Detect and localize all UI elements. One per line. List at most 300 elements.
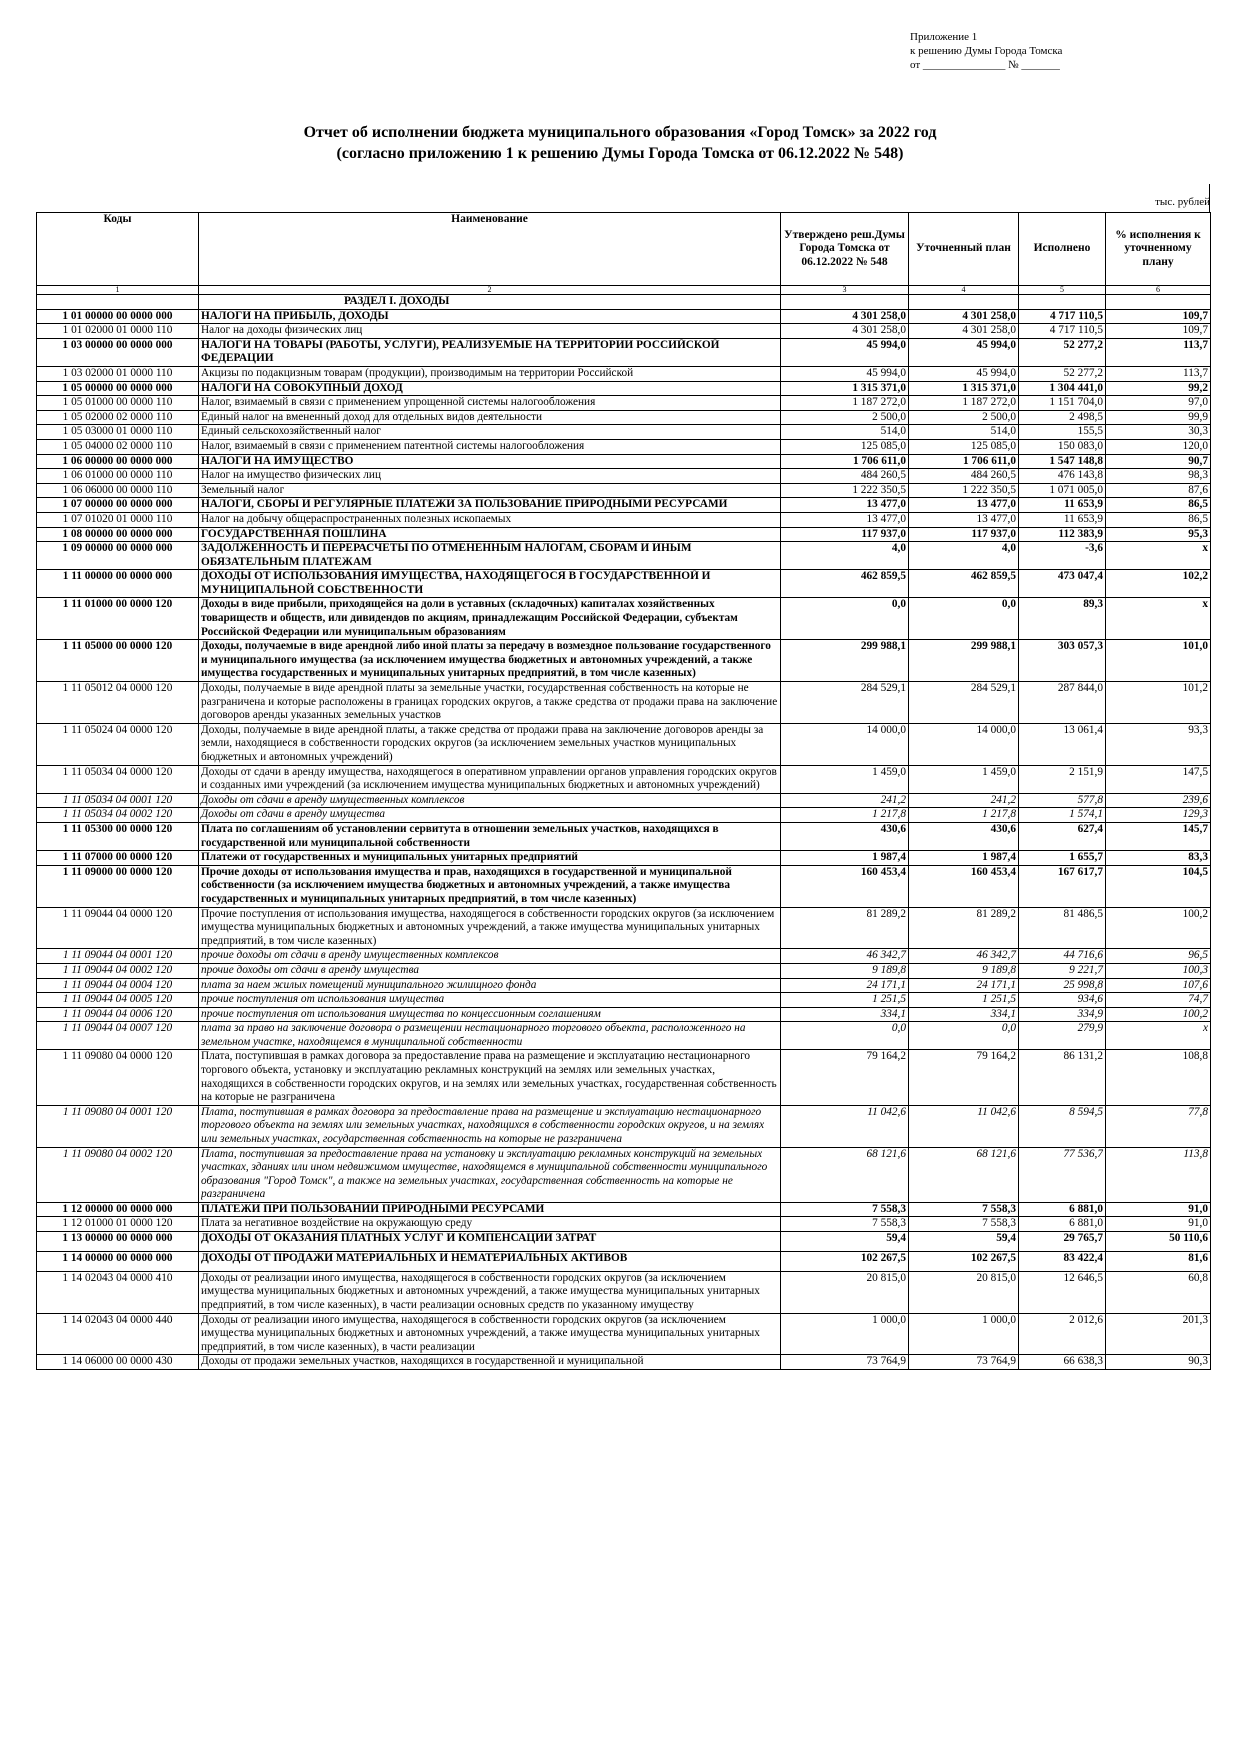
row-code: 1 07 01020 01 0000 110: [37, 512, 199, 527]
row-percent: 99,9: [1106, 410, 1211, 425]
row-plan: 11 042,6: [909, 1105, 1019, 1147]
row-percent: 147,5: [1106, 765, 1211, 793]
row-plan: 13 477,0: [909, 512, 1019, 527]
row-name-text: Плата, поступившая за предоставление права на установку и эксплуатацию рекламных конструкций на земельных участках, зданиях или ином недвижимом имуществе, находящемся в муниципальной собственности муниципального образования "Город Томск", а также на земельных участках, государственная собственность на которые не разграничена: [201, 1147, 768, 1201]
row-percent: 100,3: [1106, 963, 1211, 978]
row-approved-text: 68 121,6: [866, 1147, 906, 1160]
row-name: Доходы, получаемые в виде арендной платы, а также средства от продажи права на заключение договоров аренды за земли, находящиеся в собственности городских округов (за исключением земельных участков муниципальных бюджетных и автономных учреждений): [199, 723, 781, 765]
row-plan: 1 217,8: [909, 808, 1019, 823]
table-row: [37, 1147, 1211, 1202]
row-code: 1 03 02000 01 0000 110: [37, 366, 199, 381]
row-code: 1 11 09044 04 0004 120: [37, 978, 199, 993]
row-percent: 120,0: [1106, 439, 1211, 454]
row-percent: 113,7: [1106, 366, 1211, 381]
row-name: [199, 1147, 781, 1202]
row-done: 52 277,2: [1019, 338, 1106, 366]
units-label: тыс. рублей: [1155, 196, 1210, 208]
row-name: Налог на добычу общераспространенных полезных ископаемых: [199, 512, 781, 527]
row-approved: 24 171,1: [781, 978, 909, 993]
row-plan-text: 68 121,6: [976, 1147, 1016, 1160]
table-row: [37, 949, 1211, 964]
row-percent: 107,6: [1106, 978, 1211, 993]
row-code: 1 05 03000 01 0000 110: [37, 425, 199, 440]
row-approved: 9 189,8: [781, 963, 909, 978]
row-percent: 100,2: [1106, 907, 1211, 949]
row-plan: 46 342,7: [909, 949, 1019, 964]
table-row: [37, 978, 1211, 993]
table-row: [37, 1007, 1211, 1022]
row-percent: 109,7: [1106, 309, 1211, 324]
row-done: 11 653,9: [1019, 512, 1106, 527]
row-name: ЗАДОЛЖЕННОСТЬ И ПЕРЕРАСЧЕТЫ ПО ОТМЕНЕННЫМ НАЛОГАМ, СБОРАМ И ИНЫМ ОБЯЗАТЕЛЬНЫМ ПЛАТЕЖАМ: [199, 542, 781, 570]
row-done: 473 047,4: [1019, 570, 1106, 598]
row-percent: 86,5: [1106, 498, 1211, 513]
row-percent: 91,0: [1106, 1217, 1211, 1232]
row-name: Плата, поступившая в рамках договора за предоставление права на размещение и эксплуатацию нестационарного торгового объекта на землях или земельных участках, находящихся в собственности городских округов, и на землях или земельных участках, государственная собственность на которые не разграничена: [199, 1105, 781, 1147]
table-row: [37, 469, 1211, 484]
appendix-line: к решению Думы Города Томска: [910, 45, 1063, 57]
row-name: прочие поступления от использования имущества по концессионным соглашениям: [199, 1007, 781, 1022]
row-plan: 484 260,5: [909, 469, 1019, 484]
row-name: Налог на доходы физических лиц: [199, 324, 781, 339]
row-name: Доходы, получаемые в виде арендной либо иной платы за передачу в возмездное пользование государственного и муниципального имущества (за исключением имущества бюджетных и автономных учреждений, а также имущества государственных и муниципальных унитарных предприятий, в том числе казенных): [199, 640, 781, 682]
row-plan: 125 085,0: [909, 439, 1019, 454]
row-name: плата за наем жилых помещений муниципального жилищного фонда: [199, 978, 781, 993]
table-row: [37, 765, 1211, 793]
row-plan: 117 937,0: [909, 527, 1019, 542]
table-row: [37, 542, 1211, 570]
budget-table: [36, 212, 1211, 1370]
row-name: НАЛОГИ НА СОВОКУПНЫЙ ДОХОД: [199, 381, 781, 396]
table-row: [37, 822, 1211, 850]
table-row: [37, 598, 1211, 640]
row-plan: 79 164,2: [909, 1050, 1019, 1105]
section-title: РАЗДЕЛ I. ДОХОДЫ: [199, 295, 781, 310]
appendix-note: [910, 30, 1062, 72]
row-plan: 4,0: [909, 542, 1019, 570]
table-row: [37, 366, 1211, 381]
row-code: 1 12 00000 00 0000 000: [37, 1202, 199, 1217]
row-approved: 13 477,0: [781, 498, 909, 513]
row-name: Акцизы по подакцизным товарам (продукции), производимым на территории Российской: [199, 366, 781, 381]
row-percent: 30,3: [1106, 425, 1211, 440]
row-percent: x: [1106, 542, 1211, 570]
row-done: 29 765,7: [1019, 1231, 1106, 1251]
row-approved: 79 164,2: [781, 1050, 909, 1105]
row-percent: 108,8: [1106, 1050, 1211, 1105]
table-row: [37, 454, 1211, 469]
row-approved: 241,2: [781, 793, 909, 808]
section-cell: [1106, 295, 1211, 310]
table-row: [37, 963, 1211, 978]
row-plan: 45 994,0: [909, 366, 1019, 381]
row-plan: 9 189,8: [909, 963, 1019, 978]
table-row: [37, 1022, 1211, 1050]
row-name: Прочие поступления от использования имущества, находящегося в собственности городских округов (за исключением имущества муниципальных бюджетных и автономных учреждений, а также имущества муниципальных унитарных предприятий, в том числе казенных): [199, 907, 781, 949]
col-header-plan: Уточненный план: [909, 213, 1019, 286]
row-plan: [909, 1147, 1019, 1202]
row-done: 627,4: [1019, 822, 1106, 850]
row-name: Налог на имущество физических лиц: [199, 469, 781, 484]
table-body: [37, 295, 1211, 1370]
row-done: 1 304 441,0: [1019, 381, 1106, 396]
row-code: 1 06 01000 00 0000 110: [37, 469, 199, 484]
row-name: Единый налог на вмененный доход для отдельных видов деятельности: [199, 410, 781, 425]
appendix-line: от _______________ № _______: [910, 59, 1060, 71]
section-row: [37, 295, 1211, 310]
row-done: 52 277,2: [1019, 366, 1106, 381]
table-row: [37, 865, 1211, 907]
row-code: 1 14 02043 04 0000 410: [37, 1271, 199, 1313]
row-name: ДОХОДЫ ОТ ИСПОЛЬЗОВАНИЯ ИМУЩЕСТВА, НАХОДЯЩЕГОСЯ В ГОСУДАРСТВЕННОЙ И МУНИЦИПАЛЬНОЙ СОБСТВЕННОСТИ: [199, 570, 781, 598]
row-plan: 299 988,1: [909, 640, 1019, 682]
row-plan: 284 529,1: [909, 682, 1019, 724]
row-approved: 4,0: [781, 542, 909, 570]
row-percent: 100,2: [1106, 1007, 1211, 1022]
row-code: 1 11 00000 00 0000 000: [37, 570, 199, 598]
section-cell: [37, 295, 199, 310]
row-done-text: 77 536,7: [1063, 1147, 1103, 1160]
row-approved: 1 187 272,0: [781, 396, 909, 411]
row-code: 1 11 05000 00 0000 120: [37, 640, 199, 682]
row-percent: 74,7: [1106, 993, 1211, 1008]
row-name: прочие поступления от использования имущества: [199, 993, 781, 1008]
row-approved: 1 000,0: [781, 1313, 909, 1355]
col-number: 1: [37, 286, 199, 295]
row-code: 1 12 01000 01 0000 120: [37, 1217, 199, 1232]
row-code: 1 11 09080 04 0001 120: [37, 1105, 199, 1147]
row-name: плата за право на заключение договора о размещении нестационарного торгового объекта, расположенного на земельном участке, находящемся в муниципальной собственности: [199, 1022, 781, 1050]
row-percent: [1106, 1147, 1211, 1202]
row-name: Доходы от реализации иного имущества, находящегося в собственности городских округов (за исключением имущества муниципальных бюджетных и автономных учреждений, а также имущества муниципальных унитарных предприятий, в том числе казенных), в части реализации: [199, 1313, 781, 1355]
col-header-percent: % исполнения к уточненному плану: [1106, 213, 1211, 286]
row-percent: 90,7: [1106, 454, 1211, 469]
table-row: [37, 1105, 1211, 1147]
row-plan: 334,1: [909, 1007, 1019, 1022]
row-done: 11 653,9: [1019, 498, 1106, 513]
row-code: 1 11 09080 04 0000 120: [37, 1050, 199, 1105]
row-code: 1 13 00000 00 0000 000: [37, 1231, 199, 1251]
row-plan: 1 459,0: [909, 765, 1019, 793]
row-plan: 0,0: [909, 598, 1019, 640]
row-done: 86 131,2: [1019, 1050, 1106, 1105]
col-number: 3: [781, 286, 909, 295]
row-approved: 4 301 258,0: [781, 309, 909, 324]
table-row: [37, 483, 1211, 498]
row-done: 2 012,6: [1019, 1313, 1106, 1355]
row-approved: 0,0: [781, 1022, 909, 1050]
row-percent: 91,0: [1106, 1202, 1211, 1217]
row-name: Плата, поступившая в рамках договора за предоставление права на размещение и эксплуатацию нестационарного торгового объекта, установку и эксплуатацию рекламных конструкций на землях или земельных участках, находящихся в собственности городских округов, и на землях или земельных участках, государственная собственность на которые не разграничена: [199, 1050, 781, 1105]
row-approved: 59,4: [781, 1231, 909, 1251]
row-percent: 81,6: [1106, 1251, 1211, 1271]
row-code-text: 1 11 09080 04 0002 120: [62, 1147, 173, 1160]
row-plan: 1 315 371,0: [909, 381, 1019, 396]
row-done: 476 143,8: [1019, 469, 1106, 484]
table-row: [37, 1355, 1211, 1370]
row-name: Прочие доходы от использования имущества и прав, находящихся в государственной и муниципальной собственности (за исключением имущества бюджетных и автономных учреждений, а также имущества государственных и муниципальных унитарных предприятий, в том числе казенных): [199, 865, 781, 907]
row-done: 577,8: [1019, 793, 1106, 808]
table-row: [37, 1251, 1211, 1271]
row-code: 1 11 09000 00 0000 120: [37, 865, 199, 907]
row-percent-text: 113,8: [1183, 1147, 1208, 1160]
row-done: 155,5: [1019, 425, 1106, 440]
row-done: -3,6: [1019, 542, 1106, 570]
row-name: прочие доходы от сдачи в аренду имущества: [199, 963, 781, 978]
row-approved: 299 988,1: [781, 640, 909, 682]
row-approved: 1 251,5: [781, 993, 909, 1008]
row-approved: 2 500,0: [781, 410, 909, 425]
row-plan: 514,0: [909, 425, 1019, 440]
row-code: 1 03 00000 00 0000 000: [37, 338, 199, 366]
row-plan: 4 301 258,0: [909, 324, 1019, 339]
table-row: [37, 425, 1211, 440]
row-name: Доходы от сдачи в аренду имущества: [199, 808, 781, 823]
row-percent: 145,7: [1106, 822, 1211, 850]
row-approved: 20 815,0: [781, 1271, 909, 1313]
document-title: [0, 122, 1240, 164]
table-row: [37, 396, 1211, 411]
row-approved: 102 267,5: [781, 1251, 909, 1271]
row-plan: 1 987,4: [909, 851, 1019, 866]
row-approved: 334,1: [781, 1007, 909, 1022]
row-approved: 73 764,9: [781, 1355, 909, 1370]
row-percent: 201,3: [1106, 1313, 1211, 1355]
row-name: Доходы, получаемые в виде арендной платы за земельные участки, государственная собственность на которые не разграничена и которые расположены в границах городских округов, а также средства от продажи права на заключение договоров аренды указанных земельных участков: [199, 682, 781, 724]
row-percent: 50 110,6: [1106, 1231, 1211, 1251]
row-plan: 1 706 611,0: [909, 454, 1019, 469]
row-approved: 430,6: [781, 822, 909, 850]
table-row: [37, 851, 1211, 866]
row-approved: 14 000,0: [781, 723, 909, 765]
row-percent: 129,3: [1106, 808, 1211, 823]
row-plan: 45 994,0: [909, 338, 1019, 366]
row-plan: 73 764,9: [909, 1355, 1019, 1370]
table-row: [37, 907, 1211, 949]
row-done: 25 998,8: [1019, 978, 1106, 993]
row-done: 167 617,7: [1019, 865, 1106, 907]
row-done: 2 498,5: [1019, 410, 1106, 425]
row-percent: 109,7: [1106, 324, 1211, 339]
section-cell: [909, 295, 1019, 310]
row-done: 6 881,0: [1019, 1202, 1106, 1217]
row-name: Доходы в виде прибыли, приходящейся на доли в уставных (складочных) капиталах хозяйственных товариществ и обществ, или дивидендов по акциям, принадлежащим Российской Федерации, субъектам Российской Федерации или муниципальным образованиям: [199, 598, 781, 640]
row-approved: 160 453,4: [781, 865, 909, 907]
row-code: 1 05 02000 02 0000 110: [37, 410, 199, 425]
row-done: 89,3: [1019, 598, 1106, 640]
table-row: [37, 682, 1211, 724]
row-name: Плата за негативное воздействие на окружающую среду: [199, 1217, 781, 1232]
row-approved: 117 937,0: [781, 527, 909, 542]
row-plan: 4 301 258,0: [909, 309, 1019, 324]
row-name: Налог, взимаемый в связи с применением упрощенной системы налогообложения: [199, 396, 781, 411]
table-row: [37, 1313, 1211, 1355]
row-done: 287 844,0: [1019, 682, 1106, 724]
row-percent: 93,3: [1106, 723, 1211, 765]
row-approved: 1 459,0: [781, 765, 909, 793]
row-code: 1 07 00000 00 0000 000: [37, 498, 199, 513]
row-code: 1 11 09044 04 0002 120: [37, 963, 199, 978]
row-done: 2 151,9: [1019, 765, 1106, 793]
row-done: 6 881,0: [1019, 1217, 1106, 1232]
row-plan: 430,6: [909, 822, 1019, 850]
row-name: ДОХОДЫ ОТ ОКАЗАНИЯ ПЛАТНЫХ УСЛУГ И КОМПЕНСАЦИИ ЗАТРАТ: [199, 1231, 781, 1251]
row-approved: 81 289,2: [781, 907, 909, 949]
table-row: [37, 498, 1211, 513]
table-row: [37, 723, 1211, 765]
row-code: 1 11 09044 04 0005 120: [37, 993, 199, 1008]
col-number: 6: [1106, 286, 1211, 295]
row-approved: 284 529,1: [781, 682, 909, 724]
table-row: [37, 309, 1211, 324]
row-approved: 4 301 258,0: [781, 324, 909, 339]
row-percent: 99,2: [1106, 381, 1211, 396]
row-code: 1 11 05300 00 0000 120: [37, 822, 199, 850]
table-row: [37, 793, 1211, 808]
row-name: ГОСУДАРСТВЕННАЯ ПОШЛИНА: [199, 527, 781, 542]
row-plan: 7 558,3: [909, 1217, 1019, 1232]
table-row: [37, 570, 1211, 598]
section-cell: [1019, 295, 1106, 310]
table-row: [37, 439, 1211, 454]
row-code: 1 11 05012 04 0000 120: [37, 682, 199, 724]
row-plan: 13 477,0: [909, 498, 1019, 513]
row-plan: 14 000,0: [909, 723, 1019, 765]
col-header-approved: Утверждено реш.Думы Города Томска от 06.12.2022 № 548: [781, 213, 909, 286]
row-done: 1 655,7: [1019, 851, 1106, 866]
table-row: [37, 1202, 1211, 1217]
row-done: 112 383,9: [1019, 527, 1106, 542]
row-plan: 0,0: [909, 1022, 1019, 1050]
section-cell: [781, 295, 909, 310]
row-code: 1 11 01000 00 0000 120: [37, 598, 199, 640]
row-done: 150 083,0: [1019, 439, 1106, 454]
table-row: [37, 1217, 1211, 1232]
row-done: 44 716,6: [1019, 949, 1106, 964]
row-percent: 239,6: [1106, 793, 1211, 808]
row-percent: 104,5: [1106, 865, 1211, 907]
row-plan: 462 859,5: [909, 570, 1019, 598]
title-line-2: (согласно приложению 1 к решению Думы Города Томска от 06.12.2022 № 548): [336, 145, 904, 162]
row-code: [37, 1147, 199, 1202]
row-done: 1 547 148,8: [1019, 454, 1106, 469]
row-name: Земельный налог: [199, 483, 781, 498]
table-row: [37, 527, 1211, 542]
row-percent: 86,5: [1106, 512, 1211, 527]
row-name: НАЛОГИ НА ТОВАРЫ (РАБОТЫ, УСЛУГИ), РЕАЛИЗУЕМЫЕ НА ТЕРРИТОРИИ РОССИЙСКОЙ ФЕДЕРАЦИИ: [199, 338, 781, 366]
row-done: 9 221,7: [1019, 963, 1106, 978]
row-name: Доходы от продажи земельных участков, находящихся в государственной и муниципальной: [199, 1355, 781, 1370]
row-code: 1 11 09044 04 0007 120: [37, 1022, 199, 1050]
table-row: [37, 640, 1211, 682]
row-plan: 241,2: [909, 793, 1019, 808]
row-code: 1 06 00000 00 0000 000: [37, 454, 199, 469]
row-done: 934,6: [1019, 993, 1106, 1008]
table-row: [37, 993, 1211, 1008]
row-code: 1 05 04000 02 0000 110: [37, 439, 199, 454]
row-code: 1 11 05034 04 0002 120: [37, 808, 199, 823]
row-name: НАЛОГИ НА ИМУЩЕСТВО: [199, 454, 781, 469]
table-row: [37, 1050, 1211, 1105]
table-row: [37, 381, 1211, 396]
table-row: [37, 324, 1211, 339]
row-plan: 160 453,4: [909, 865, 1019, 907]
row-done: 1 151 704,0: [1019, 396, 1106, 411]
table-row: [37, 1271, 1211, 1313]
row-approved: 11 042,6: [781, 1105, 909, 1147]
row-name: НАЛОГИ, СБОРЫ И РЕГУЛЯРНЫЕ ПЛАТЕЖИ ЗА ПОЛЬЗОВАНИЕ ПРИРОДНЫМИ РЕСУРСАМИ: [199, 498, 781, 513]
row-plan: 2 500,0: [909, 410, 1019, 425]
row-approved: 1 222 350,5: [781, 483, 909, 498]
row-percent: 98,3: [1106, 469, 1211, 484]
row-approved: 514,0: [781, 425, 909, 440]
row-plan: 1 000,0: [909, 1313, 1019, 1355]
row-done: 81 486,5: [1019, 907, 1106, 949]
row-name: Доходы от сдачи в аренду имущества, находящегося в оперативном управлении органов управления городских округов и созданных ими учреждений (за исключением имущества муниципальных бюджетных и автономных учреждений): [199, 765, 781, 793]
col-header-codes: Коды: [37, 213, 199, 286]
row-approved: 7 558,3: [781, 1202, 909, 1217]
row-code: 1 05 00000 00 0000 000: [37, 381, 199, 396]
row-done: 83 422,4: [1019, 1251, 1106, 1271]
row-approved: 1 315 371,0: [781, 381, 909, 396]
row-approved: 462 859,5: [781, 570, 909, 598]
col-number: 5: [1019, 286, 1106, 295]
row-name: ПЛАТЕЖИ ПРИ ПОЛЬЗОВАНИИ ПРИРОДНЫМИ РЕСУРСАМИ: [199, 1202, 781, 1217]
row-code: 1 05 01000 00 0000 110: [37, 396, 199, 411]
row-code: 1 14 06000 00 0000 430: [37, 1355, 199, 1370]
row-approved: 0,0: [781, 598, 909, 640]
row-done: 4 717 110,5: [1019, 324, 1106, 339]
title-line-1: Отчет об исполнении бюджета муниципального образования «Город Томск» за 2022 год: [303, 124, 937, 141]
row-approved: 46 342,7: [781, 949, 909, 964]
row-percent: x: [1106, 598, 1211, 640]
row-name: Налог, взимаемый в связи с применением патентной системы налогообложения: [199, 439, 781, 454]
row-name: Единый сельскохозяйственный налог: [199, 425, 781, 440]
col-number: 2: [199, 286, 781, 295]
row-code: 1 11 09044 04 0006 120: [37, 1007, 199, 1022]
row-done: [1019, 1147, 1106, 1202]
row-percent: 60,8: [1106, 1271, 1211, 1313]
row-code: 1 14 02043 04 0000 440: [37, 1313, 199, 1355]
row-percent: 97,0: [1106, 396, 1211, 411]
row-name: прочие доходы от сдачи в аренду имущественных комплексов: [199, 949, 781, 964]
row-done: 4 717 110,5: [1019, 309, 1106, 324]
row-plan: 81 289,2: [909, 907, 1019, 949]
row-done: 13 061,4: [1019, 723, 1106, 765]
row-plan: 59,4: [909, 1231, 1019, 1251]
col-number: 4: [909, 286, 1019, 295]
row-percent: 102,2: [1106, 570, 1211, 598]
row-done: 303 057,3: [1019, 640, 1106, 682]
table-row: [37, 808, 1211, 823]
row-code: 1 01 02000 01 0000 110: [37, 324, 199, 339]
row-name: Доходы от сдачи в аренду имущественных комплексов: [199, 793, 781, 808]
row-percent: 90,3: [1106, 1355, 1211, 1370]
row-done: 279,9: [1019, 1022, 1106, 1050]
table-row: [37, 512, 1211, 527]
table-row: [37, 410, 1211, 425]
row-code: 1 14 00000 00 0000 000: [37, 1251, 199, 1271]
row-done: 1 574,1: [1019, 808, 1106, 823]
row-approved: [781, 1147, 909, 1202]
row-percent: x: [1106, 1022, 1211, 1050]
row-done: 334,9: [1019, 1007, 1106, 1022]
row-plan: 1 222 350,5: [909, 483, 1019, 498]
col-header-name: Наименование: [199, 213, 781, 286]
row-approved: 13 477,0: [781, 512, 909, 527]
row-percent: 83,3: [1106, 851, 1211, 866]
row-percent: 101,0: [1106, 640, 1211, 682]
